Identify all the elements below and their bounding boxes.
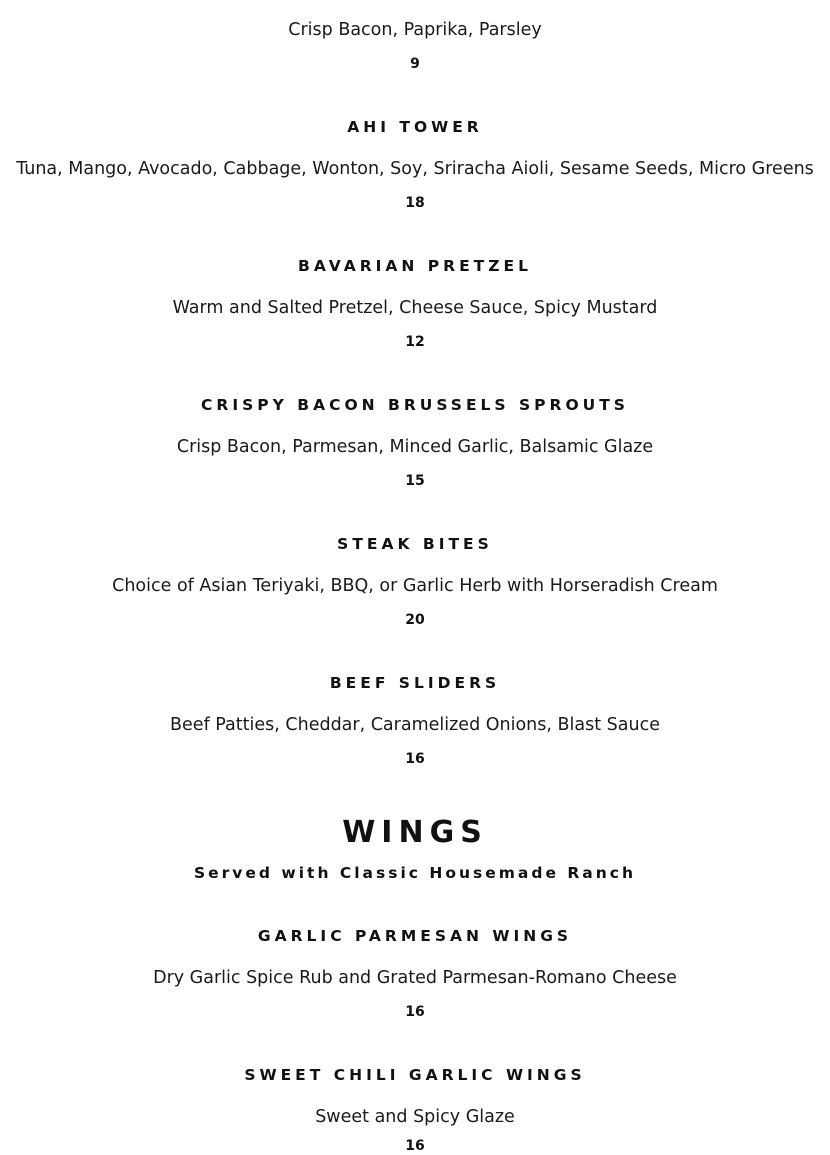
item-title: AHI TOWER: [347, 118, 483, 136]
item-description: Crisp Bacon, Parmesan, Minced Garlic, Balsamic Glaze: [176, 437, 654, 457]
item-title: GARLIC PARMESAN WINGS: [257, 927, 573, 945]
item-title: STEAK BITES: [337, 535, 493, 553]
item-price: 12: [405, 334, 425, 350]
item-price: 15: [405, 473, 425, 489]
item-description: Crisp Bacon, Paprika, Parsley: [288, 20, 542, 40]
item-title: BAVARIAN PRETZEL: [298, 257, 532, 275]
item-price: 16: [405, 1138, 425, 1154]
item-description: Warm and Salted Pretzel, Cheese Sauce, Spicy Mustard: [172, 298, 658, 318]
item-description: Beef Patties, Cheddar, Caramelized Onions, Blast Sauce: [170, 715, 660, 735]
item-title: SWEET CHILI GARLIC WINGS: [244, 1066, 586, 1084]
item-price: 20: [405, 612, 425, 628]
section-subtitle: Served with Classic Housemade Ranch: [193, 864, 637, 882]
item-price-clipped: [0, 1137, 830, 1154]
item-description: Tuna, Mango, Avocado, Cabbage, Wonton, Soy, Sriracha Aioli, Sesame Seeds, Micro Greens: [16, 159, 814, 179]
item-description: Dry Garlic Spice Rub and Grated Parmesan-Romano Cheese: [153, 968, 677, 988]
item-title: BEEF SLIDERS: [329, 674, 501, 692]
item-description: Choice of Asian Teriyaki, BBQ, or Garlic Herb with Horseradish Cream: [112, 576, 718, 596]
item-price: 9: [410, 56, 420, 72]
item-title: CRISPY BACON BRUSSELS SPROUTS: [201, 396, 629, 414]
item-description: Sweet and Spicy Glaze: [315, 1107, 515, 1127]
item-price: 16: [405, 751, 425, 767]
item-price: 18: [405, 195, 425, 211]
item-price: 16: [405, 1004, 425, 1020]
section-title: WINGS: [342, 815, 488, 850]
